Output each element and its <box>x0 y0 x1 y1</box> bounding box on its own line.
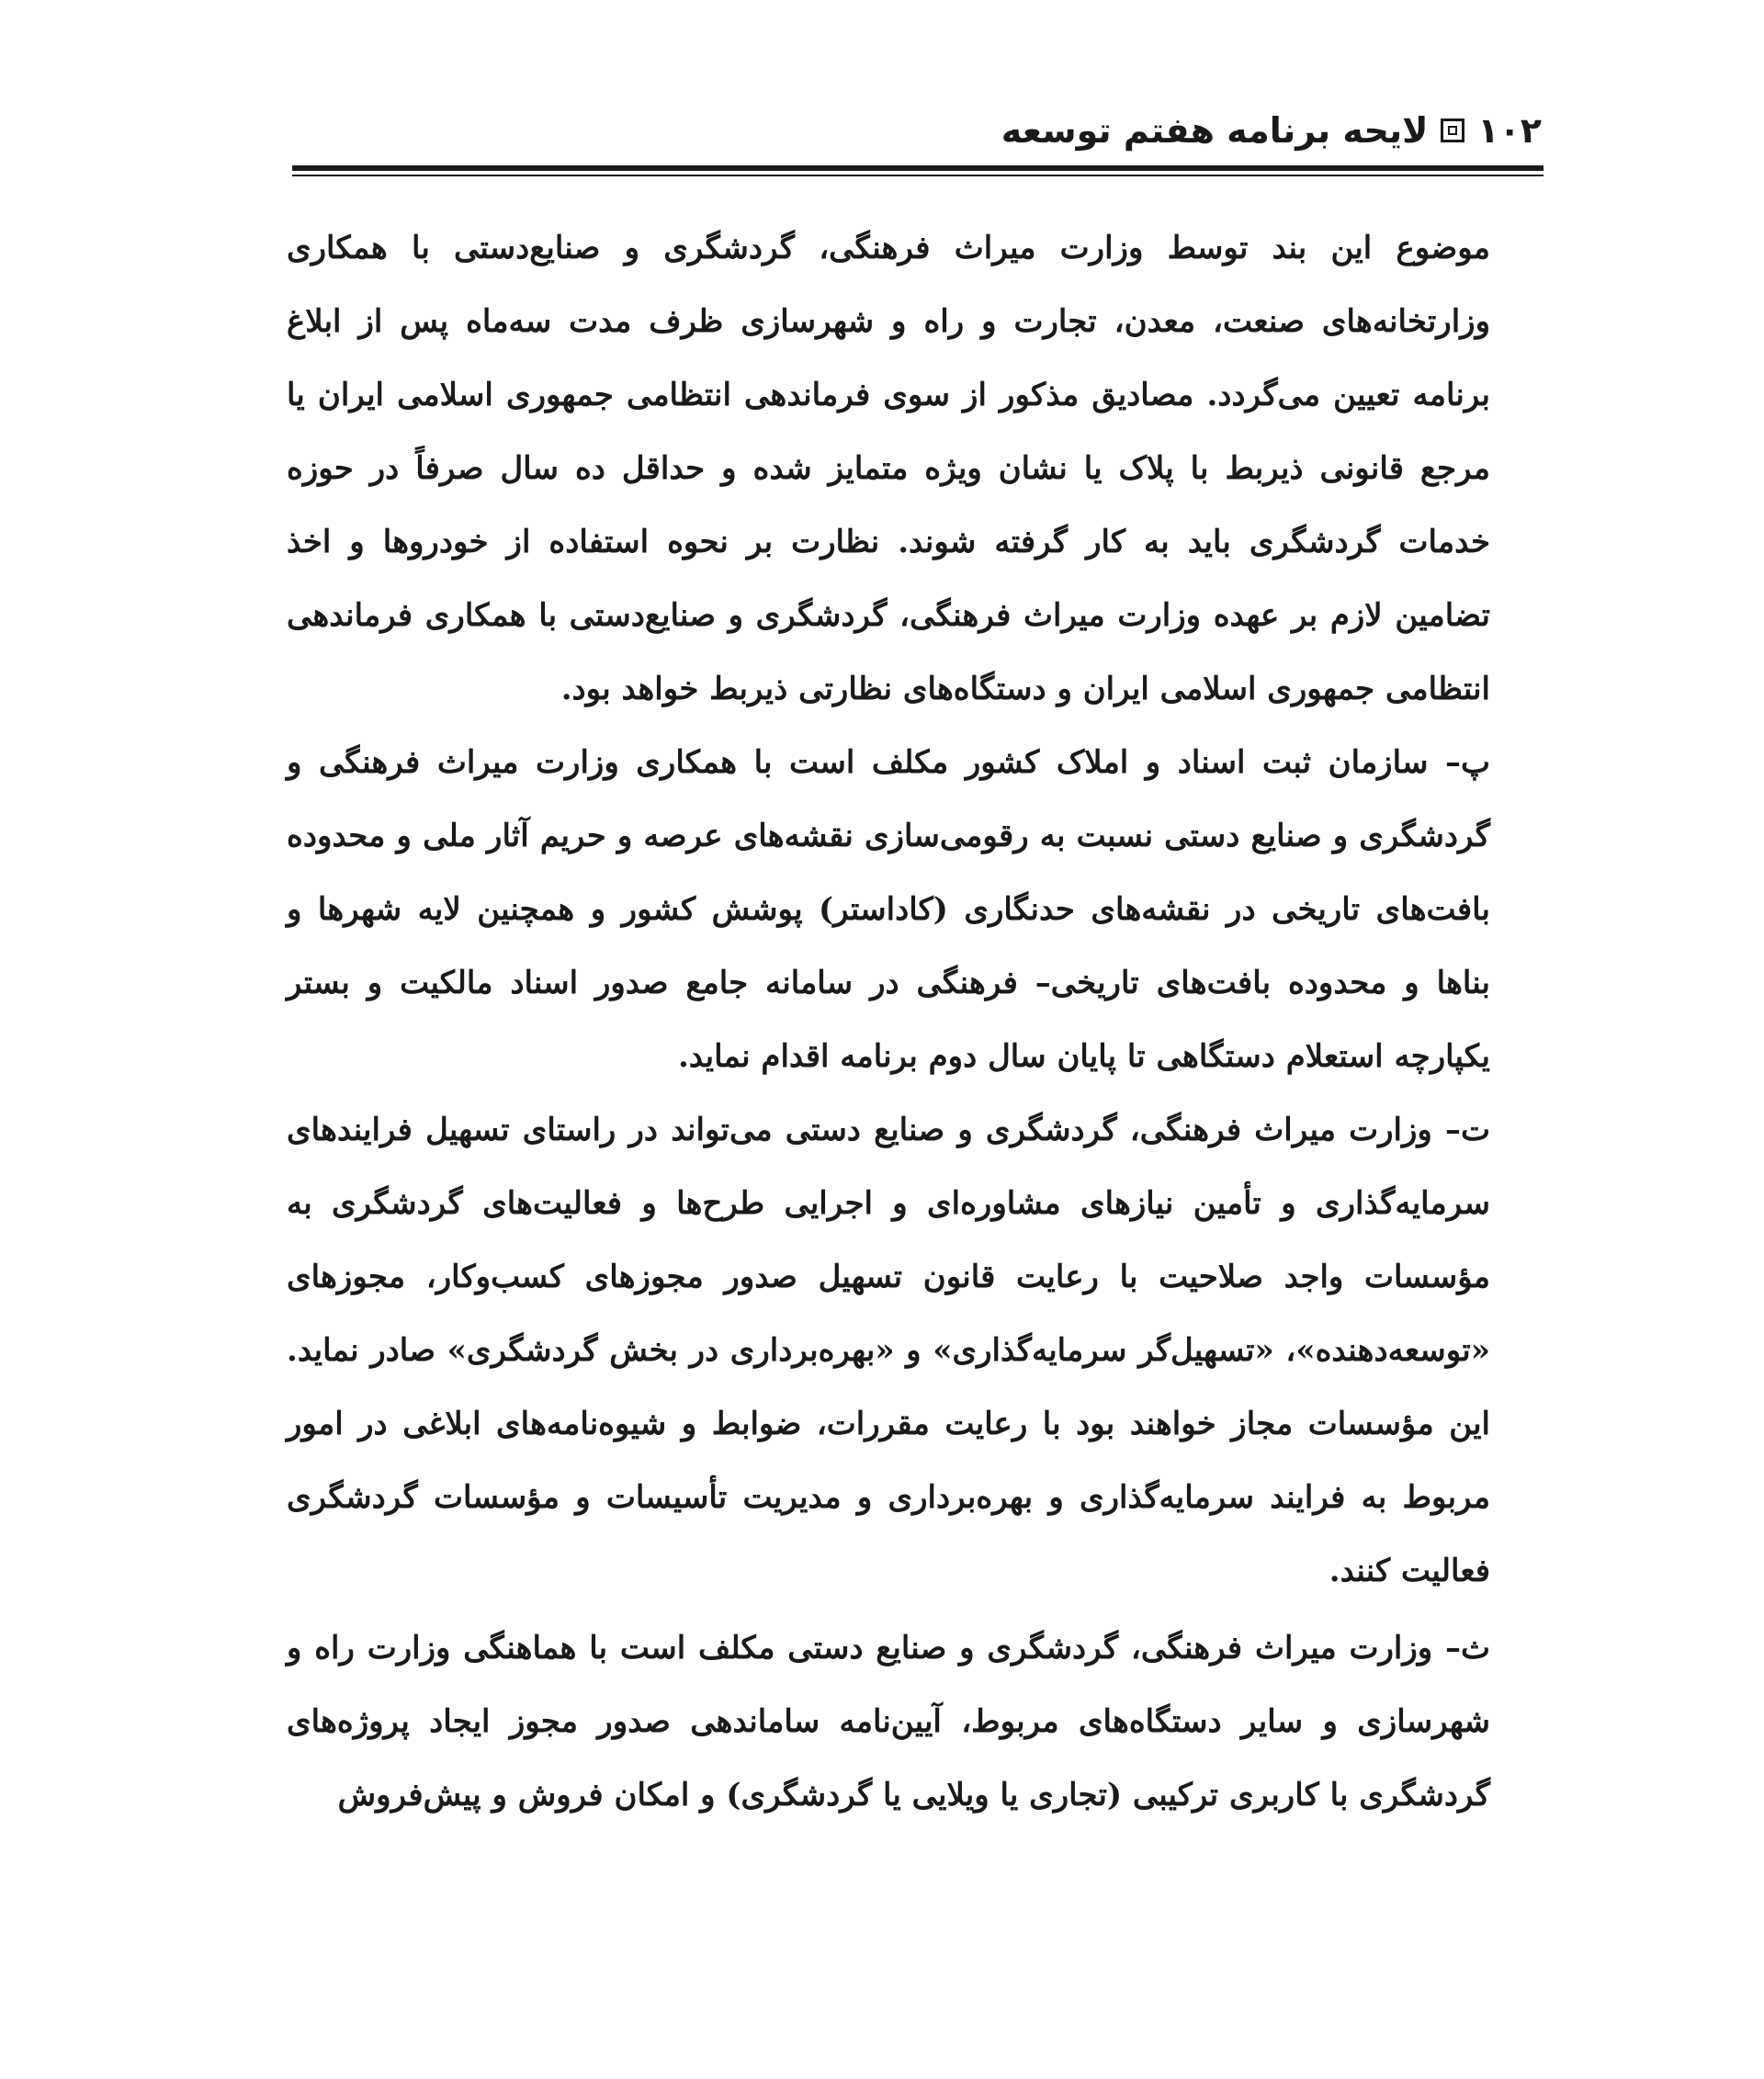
paragraph-pe-marker: پ– <box>1444 744 1490 781</box>
paragraph-se-text: وزارت میراث فرهنگی، گردشگری و صنایع دستی مکلف است با هماهنگی وزارت راه و شهرسازی و سایر دستگاه‌های مربوط، آیین‌نامه ساماندهی صدور مجوز ایجاد پروژه‌های گردشگری با کاربری ترکیبی (تجاری یا ویلایی یا گردشگری) و امکان فروش و پیش‌فروش <box>287 1630 1490 1813</box>
square-bullet-icon <box>1441 119 1464 142</box>
header-line <box>1001 110 1542 151</box>
paragraph-te-text: وزارت میراث فرهنگی، گردشگری و صنایع دستی می‌تواند در راستای تسهیل فرایندهای سرمایه‌گذاری و تأمین نیازهای مشاوره‌ای و اجرایی طرح‌ها و فعالیت‌های گردشگری به مؤسسات واجد صلاحیت با رعایت قانون تسهیل صدور مجوزهای کسب‌وکار، مجوزهای «توسعه‌دهنده»، «تسهیل‌گر سرمایه‌گذاری» و «بهره‌برداری در بخش گردشگری» صادر نماید. این مؤسسات مجاز خواهند بود با رعایت مقررات، ضوابط و شیوه‌نامه‌های ابلاغی در امور مربوط به فرایند سرمایه‌گذاری و بهره‌برداری و مدیریت تأسیسات و مؤسسات گردشگری فعالیت کنند. <box>287 1112 1490 1589</box>
paragraph-pe-text: سازمان ثبت اسناد و املاک کشور مکلف است با همکاری وزارت میراث فرهنگی و گردشگری و صنایع دستی نسبت به رقومی‌سازی نقشه‌های عرصه و حریم آثار ملی و محدوده بافت‌های تاریخی در نقشه‌های حدنگاری (کاداستر) پوشش کشور و همچنین لایه شهرها و بناها و محدوده بافت‌های تاریخی– فرهنگی در سامانه جامع صدور اسناد مالکیت و بستر یکپارچه استعلام دستگاهی تا پایان سال دوم برنامه اقدام نماید. <box>287 744 1490 1075</box>
header-rule-thick <box>292 165 1544 171</box>
page-header <box>292 103 1542 158</box>
document-title: لایحه برنامه هفتم توسعه <box>1001 110 1429 151</box>
paragraph-te-marker: ت– <box>1444 1112 1490 1148</box>
paragraph-1-text: موضوع این بند توسط وزارت میراث فرهنگی، گردشگری و صنایع‌دستی با همکاری وزارتخانه‌های صنعت، معدن، تجارت و راه و شهرسازی ظرف مدت سه‌ماه پس از ابلاغ برنامه تعیین می‌گردد. مصادیق مذکور از سوی فرماندهی انتظامی جمهوری اسلامی ایران یا مرجع قانونی ذیربط با پلاک یا نشان ویژه متمایز شده و حداقل ده سال صرفاً در حوزه خدمات گردشگری باید به کار گرفته شوند. نظارت بر نحوه استفاده از خودروها و اخذ تضامین لازم بر عهده وزارت میراث فرهنگی، گردشگری و صنایع‌دستی با همکاری فرماندهی انتظامی جمهوری اسلامی ایران و دستگاه‌های نظارتی ذیربط خواهد بود. <box>287 230 1490 707</box>
paragraph-te <box>287 1093 1490 1608</box>
document-body <box>287 211 1490 1832</box>
paragraph-se-marker: ث– <box>1444 1630 1490 1667</box>
header-rule-thin <box>292 175 1544 176</box>
paragraph-1 <box>287 211 1490 726</box>
paragraph-se <box>287 1611 1490 1832</box>
page-number: ۱۰۲ <box>1477 110 1542 151</box>
paragraph-pe <box>287 726 1490 1093</box>
